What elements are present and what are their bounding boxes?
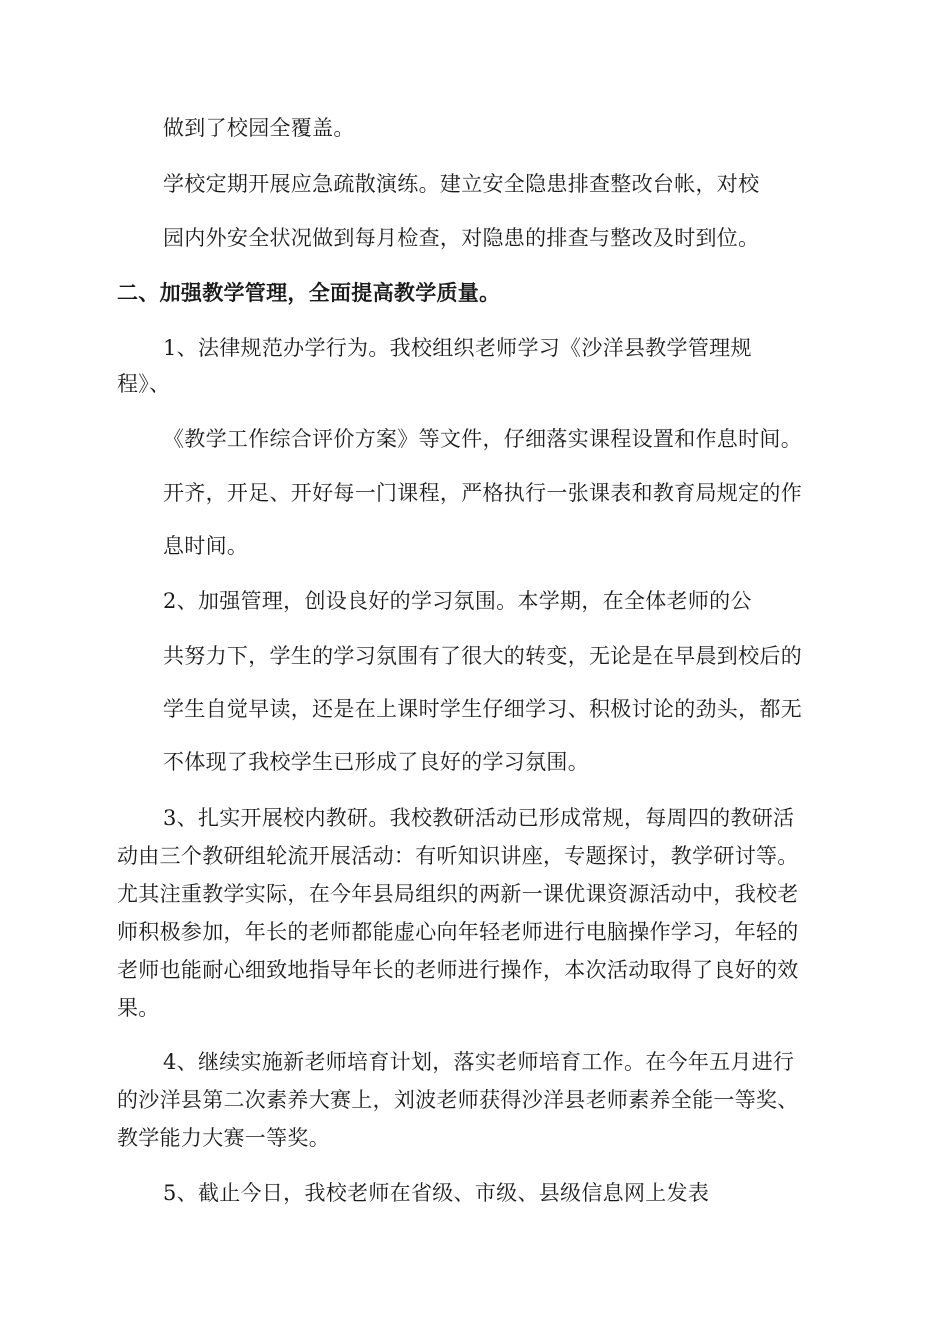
- paragraph-line: 息时间。: [163, 534, 249, 558]
- paragraph-line: 不体现了我校学生已形成了良好的学习氛围。: [163, 750, 589, 774]
- paragraph-line: 2、加强管理，创设良好的学习氛围。本学期，在全体老师的公: [163, 589, 752, 613]
- paragraph-line: 学生自觉早读，还是在上课时学生仔细学习、积极讨论的劲头，都无: [163, 697, 802, 721]
- paragraph-line: 做到了校园全覆盖。: [163, 116, 355, 140]
- paragraph-line: 1、法律规范办学行为。我校组织老师学习《沙洋县教学管理规: [163, 336, 752, 360]
- paragraph-line: 程》、: [117, 372, 171, 396]
- section-heading: 二、加强教学管理，全面提高教学质量。: [117, 281, 501, 305]
- paragraph-line: 学校定期开展应急疏散演练。建立安全隐患排查整改台帐，对校: [163, 172, 760, 196]
- paragraph-line: 动由三个教研组轮流开展活动：有听知识讲座，专题探讨，教学研讨等。: [117, 844, 799, 868]
- paragraph-line: 师积极参加，年长的老师都能虚心向年轻老师进行电脑操作学习，年轻的: [117, 920, 799, 944]
- paragraph-line: 5、截止今日，我校老师在省级、市级、县级信息网上发表: [163, 1181, 710, 1205]
- paragraph-line: 开齐，开足、开好每一门课程，严格执行一张课表和教育局规定的作: [163, 481, 802, 505]
- paragraph-line: 共努力下，学生的学习氛围有了很大的转变，无论是在早晨到校后的: [163, 644, 802, 668]
- paragraph-line: 的沙洋县第二次素养大赛上，刘波老师获得沙洋县老师素养全能一等奖、: [117, 1088, 799, 1112]
- paragraph-line: 果。: [117, 996, 160, 1020]
- paragraph-line: 《教学工作综合评价方案》等文件，仔细落实课程设置和作息时间。: [163, 427, 802, 451]
- paragraph-line: 3、扎实开展校内教研。我校教研活动已形成常规，每周四的教研活: [163, 806, 795, 830]
- paragraph-line: 园内外安全状况做到每月检查，对隐患的排查与整改及时到位。: [163, 226, 760, 250]
- paragraph-line: 4、继续实施新老师培育计划，落实老师培育工作。在今年五月进行: [163, 1050, 795, 1074]
- paragraph-line: 教学能力大赛一等奖。: [117, 1126, 330, 1150]
- paragraph-line: 尤其注重教学实际，在今年县局组织的两新一课优课资源活动中，我校老: [117, 882, 799, 906]
- paragraph-line: 老师也能耐心细致地指导年长的老师进行操作，本次活动取得了良好的效: [117, 958, 799, 982]
